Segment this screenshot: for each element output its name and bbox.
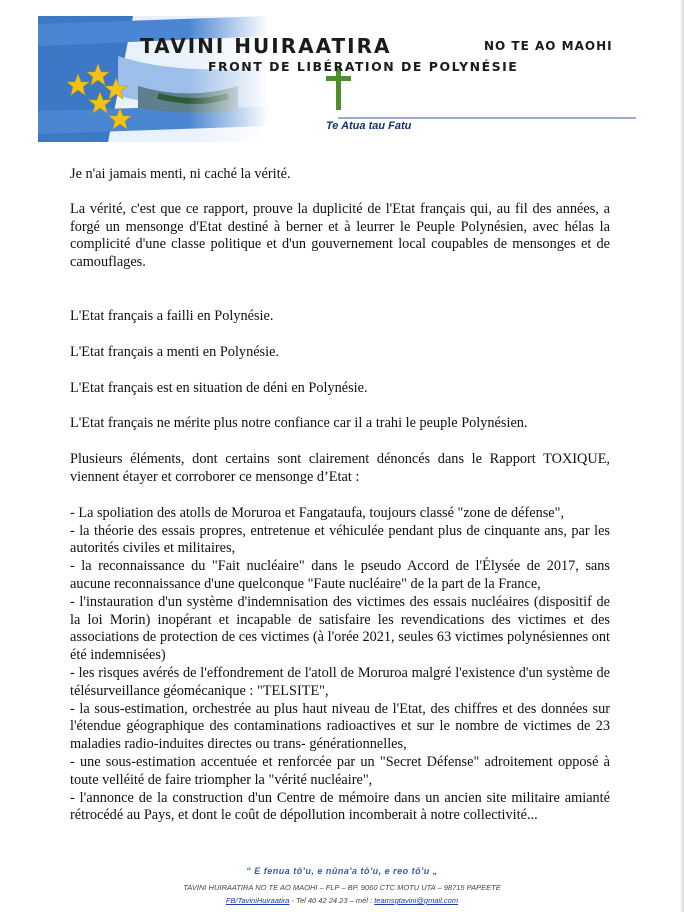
list-intro: Plusieurs éléments, dont certains sont clairement dénoncés dans le Rapport TOXIQUE, viennent étayer et corroborer ce mensonge d’Etat : [70, 451, 610, 485]
list-item: - l'annonce de la construction d'un Centre de mémoire dans un ancien site militaire amianté rétrocédé au Pays, et dont le coût de dépollution incomberait à notre collectivité... [70, 789, 610, 824]
statement-2: L'Etat français a menti en Polynésie. [70, 343, 280, 360]
motto: Te Atua tau Fatu [326, 120, 412, 132]
facebook-link[interactable]: FB/TaviniHuiraatira [225, 896, 290, 905]
footer-phone: - Tel 40 42 24 23 – mél : [289, 896, 375, 905]
footer-address: TAVINI HUIRAATIRA NO TE AO MAOHI – FLP – BP. 9060 CTC MOTU UTA – 98715 PAPEETE [183, 883, 501, 892]
footer-quote: “ E fenua tō'u, e nūna'a tō'u, e reo tō'u „ [246, 866, 438, 876]
organization-title: TAVINI HUIRAATIRA [140, 34, 392, 58]
letter-body [70, 166, 610, 825]
list-item: - La spoliation des atolls de Moruroa et Fangataufa, toujours classé "zone de défense", [70, 504, 565, 521]
intro-sentence: Je n'ai jamais menti, ni caché la vérité. [70, 166, 291, 182]
statement-3: L'Etat français est en situation de déni en Polynésie. [70, 379, 368, 396]
letterhead [38, 16, 638, 142]
list-item: - les risques avérés de l'effondrement de l'atoll de Moruroa malgré l'existence d'un système de télésurveillance géomécanique : "TELSITE", [70, 664, 610, 699]
list-item: - une sous-estimation accentuée et renforcée par un "Secret Défense" adroitement opposé à toute velléité de faire triompher la "vérité nucléaire", [70, 753, 610, 788]
paragraph-truth: La vérité, c'est que ce rapport, prouve la duplicité de l'Etat français qui, au fil des années, a forgé un mensonge d'Etat destiné à berner et à leurrer le Peuple Polynésien, avec hélas la complicité d'une classe politique et d'un gouvernement local coupables de mensonges et de camouflages. [70, 200, 610, 271]
footer-contact [0, 896, 684, 905]
email-link[interactable]: teamsgtavini@gmail.com [374, 896, 459, 905]
organization-subtitle: NO TE AO MAOHI [484, 39, 613, 53]
list-item: - la sous-estimation, orchestrée au plus haut niveau de l'Etat, des chiffres et des données sur l'étendue géographique des contaminations radioactives et sur le nombre de victimes de 23 maladies radio-induites directes ou trans- générationnelles, [70, 700, 610, 753]
list-item: - la théorie des essais propres, entretenue et véhiculée pendant plus de cinquante ans, par les autorités civiles et militaires, [70, 522, 610, 557]
list-item: - l'instauration d'un système d'indemnisation des victimes des essais nucléaires (dispositif de la loi Morin) inopérant et incapable de satisfaire les revendications des victimes et des associations de protection de ces victimes (à l'orée 2021, seules 63 victimes polynésiennes ont été indemnisées) [70, 593, 610, 664]
list-item: - la reconnaissance du "Fait nucléaire" dans le pseudo Accord de l'Élysée de 2017, sans aucune reconnaissance d'une quelconque "Faute nucléaire" de la part de la France, [70, 558, 610, 592]
organization-front-line: FRONT DE LIBÉRATION DE POLYNÉSIE [208, 59, 519, 74]
page-edge [680, 0, 684, 912]
statement-1: L'Etat français a failli en Polynésie. [70, 307, 274, 324]
statement-4: L'Etat français ne mérite plus notre confiance car il a trahi le peuple Polynésien. [70, 415, 528, 432]
